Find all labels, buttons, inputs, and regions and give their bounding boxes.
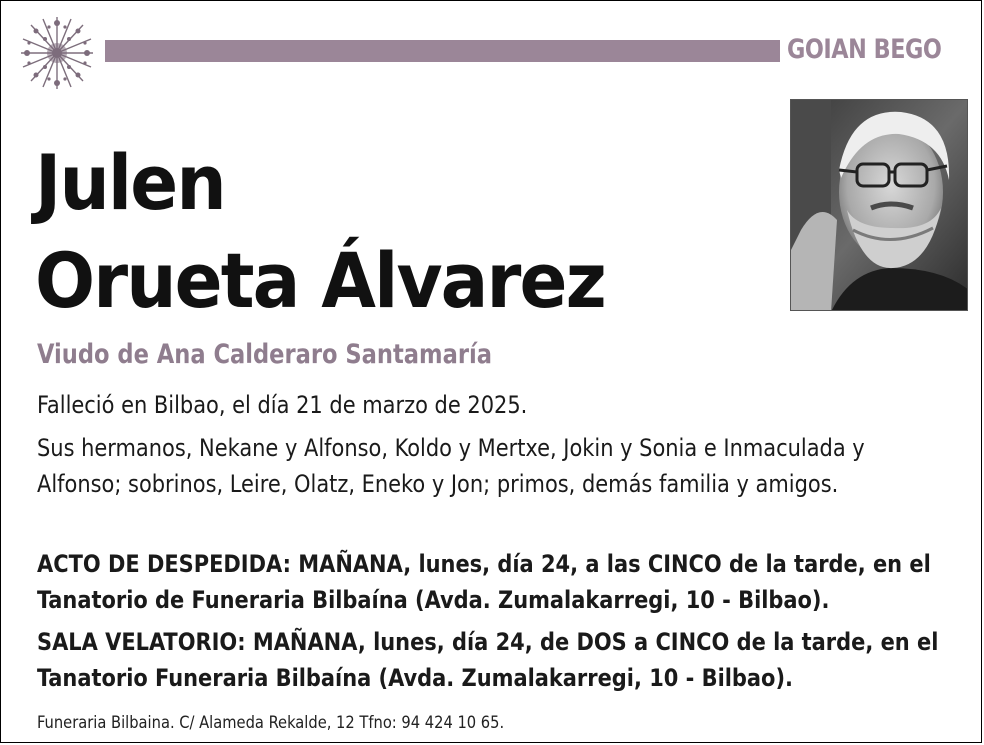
farewell-ceremony: ACTO DE DESPEDIDA: MAÑANA, lunes, día 24, a las CINCO de la tarde, en el Tanatorio de Funeraria Bilbaína (Avda. Zumalakarregi, 10 - Bilbao). — [37, 550, 931, 614]
funeral-home-footer: Funeraria Bilbaina. C/ Alameda Rekalde, 12 Tfno: 94 424 10 65. — [37, 713, 505, 733]
snowflake-flower-ornament-icon — [15, 13, 99, 93]
portrait-photo — [790, 99, 968, 311]
wake-room: SALA VELATORIO: MAÑANA, lunes, día 24, de DOS a CINCO de la tarde, en el Tanatorio Funeraria Bilbaína (Avda. Zumalakarregi, 10 - Bilbao). — [37, 628, 939, 692]
surnames: Orueta Álvarez — [35, 236, 605, 325]
widower-line: Viudo de Ana Calderaro Santamaría — [37, 339, 492, 370]
section-label: GOIAN BEGO — [787, 34, 942, 65]
first-name: Julen — [35, 138, 225, 227]
death-notice: Falleció en Bilbao, el día 21 de marzo de 2025. — [37, 391, 528, 419]
header-accent-bar — [105, 40, 780, 62]
family-list: Sus hermanos, Nekane y Alfonso, Koldo y Mertxe, Jokin y Sonia e Inmaculada y Alfonso; sobrinos, Leire, Olatz, Eneko y Jon; primos, demás familia y amigos. — [37, 434, 865, 498]
deceased-name — [35, 134, 612, 330]
